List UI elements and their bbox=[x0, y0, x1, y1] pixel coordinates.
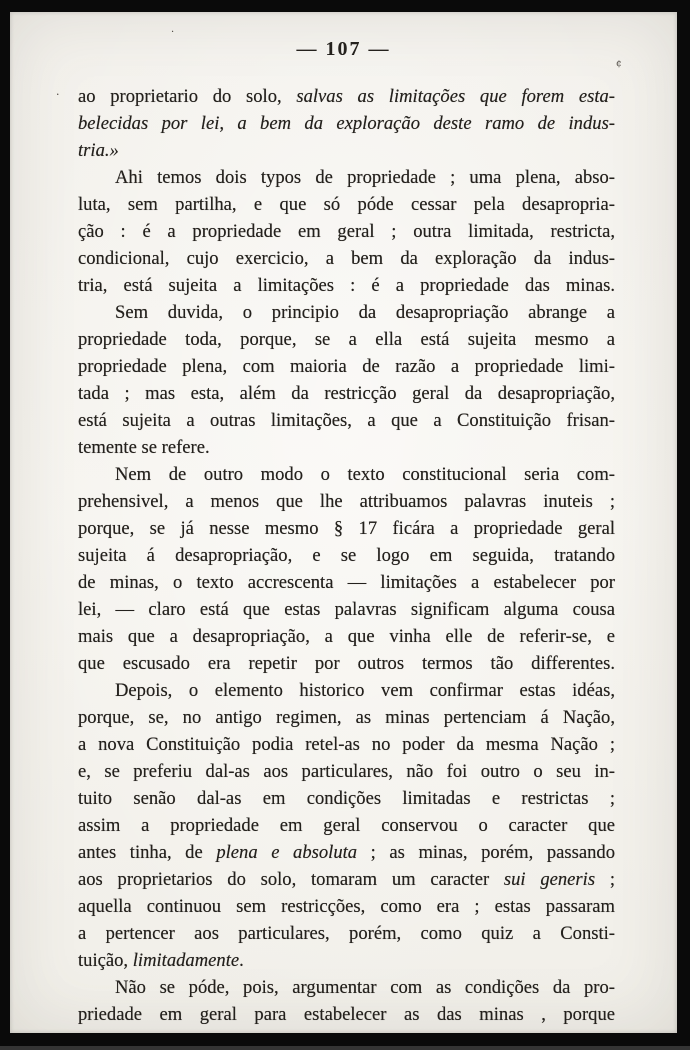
paragraph bbox=[78, 677, 615, 974]
text-line bbox=[78, 461, 615, 488]
text-line bbox=[78, 677, 615, 704]
book-page bbox=[10, 12, 677, 1033]
text-segment: a pertencer aos particulares, porém, como quiz a Consti- bbox=[78, 923, 615, 944]
text-line bbox=[78, 218, 615, 245]
text-line bbox=[78, 596, 615, 623]
text-segment: lei, — claro está que estas palavras significam alguma cousa bbox=[78, 599, 615, 620]
text-line bbox=[78, 650, 615, 677]
text-line bbox=[78, 812, 615, 839]
text-line bbox=[78, 731, 615, 758]
text-segment: Nem de outro modo o texto constitucional seria com- bbox=[115, 464, 615, 485]
text-line bbox=[78, 947, 615, 974]
text-segment: Não se póde, pois, argumentar com as condições da pro- bbox=[115, 977, 615, 998]
text-segment: priedade em geral para estabelecer as das minas , porque bbox=[78, 1004, 615, 1025]
text-line bbox=[78, 623, 615, 650]
text-segment: assim a propriedade em geral conservou o caracter que bbox=[78, 815, 615, 836]
text-line bbox=[78, 515, 615, 542]
text-segment: temente se refere. bbox=[78, 437, 210, 458]
text-line bbox=[78, 542, 615, 569]
text-segment: prehensivel, a menos que lhe attribuamos palavras inuteis ; bbox=[78, 491, 615, 512]
text-segment: que escusado era repetir por outros termos tão differentes. bbox=[78, 653, 615, 674]
paragraph bbox=[78, 164, 615, 299]
text-segment: luta, sem partilha, e que só póde cessar pela desapropria- bbox=[78, 194, 615, 215]
text-line bbox=[78, 839, 615, 866]
text-segment: mais que a desapropriação, a que vinha elle de referir-se, e bbox=[78, 626, 615, 647]
text-line bbox=[78, 326, 615, 353]
text-line bbox=[78, 488, 615, 515]
text-line bbox=[78, 785, 615, 812]
italic-text-segment: salvas as limitações que forem esta- bbox=[296, 86, 615, 107]
text-segment: a nova Constituição podia retel-as no poder da mesma Nação ; bbox=[78, 734, 615, 755]
text-segment: está sujeita a outras limitações, a que a Constituição frisan- bbox=[78, 410, 615, 431]
page-number: — 107 — bbox=[296, 38, 391, 60]
paragraph bbox=[78, 461, 615, 677]
text-segment: . bbox=[239, 950, 244, 971]
italic-text-segment: tria.» bbox=[78, 140, 119, 161]
text-segment: ao proprietario do solo, bbox=[78, 86, 297, 107]
text-line bbox=[78, 110, 615, 137]
text-line bbox=[78, 245, 615, 272]
text-line bbox=[78, 758, 615, 785]
text-segment: porque, se, no antigo regimen, as minas pertenciam á Nação, bbox=[78, 707, 615, 728]
text-segment: propriedade plena, com maioria de razão a propriedade limi- bbox=[78, 356, 615, 377]
text-segment: tada ; mas esta, além da restricção geral da desapropriação, bbox=[78, 383, 615, 404]
text-line bbox=[78, 83, 615, 110]
paragraph bbox=[78, 299, 615, 461]
text-line bbox=[78, 353, 615, 380]
text-segment: aquella continuou sem restricções, como era ; estas passaram bbox=[78, 896, 615, 917]
text-line bbox=[78, 434, 615, 461]
text-line bbox=[78, 920, 615, 947]
text-segment: condicional, cujo exercicio, a bem da exploração da indus- bbox=[78, 248, 615, 269]
text-segment: tuito senão dal-as em condições limitadas e restrictas ; bbox=[78, 788, 615, 809]
text-segment: aos proprietarios do solo, tomaram um caracter bbox=[78, 869, 504, 890]
italic-text-segment: limitadamente bbox=[132, 950, 240, 971]
paragraph bbox=[78, 83, 615, 164]
text-line bbox=[78, 407, 615, 434]
text-segment: Ahi temos dois typos de propriedade ; uma plena, abso- bbox=[115, 167, 615, 188]
text-line bbox=[78, 137, 615, 164]
text-line bbox=[78, 1001, 615, 1028]
paragraph bbox=[78, 974, 615, 1028]
text-segment: ção : é a propriedade em geral ; outra limitada, restricta, bbox=[78, 221, 615, 242]
text-segment: porque, se já nesse mesmo § 17 ficára a propriedade geral bbox=[78, 518, 615, 539]
italic-text-segment: belecidas por lei, a bem da exploração deste ramo de indus- bbox=[78, 113, 615, 134]
text-line bbox=[78, 380, 615, 407]
text-segment: tria, está sujeita a limitações : é a propriedade das minas. bbox=[78, 275, 615, 296]
scan-frame-bottom-strip bbox=[0, 1046, 690, 1050]
text-segment: e, se preferiu dal-as aos particulares, não foi outro o seu in- bbox=[78, 761, 615, 782]
text-segment: sujeita á desapropriação, e se logo em seguida, tratando bbox=[78, 545, 615, 566]
ink-speck: · bbox=[56, 88, 60, 101]
text-line bbox=[78, 866, 615, 893]
text-segment: ; as minas, porém, passando bbox=[357, 842, 615, 863]
text-segment: tuição, bbox=[78, 950, 133, 971]
italic-text-segment: sui generis bbox=[503, 869, 596, 890]
text-segment: propriedade toda, porque, se a ella está sujeita mesmo a bbox=[78, 329, 615, 350]
text-line bbox=[78, 569, 615, 596]
text-line bbox=[78, 704, 615, 731]
text-segment: Depois, o elemento historico vem confirmar estas idéas, bbox=[115, 680, 615, 701]
text-line bbox=[78, 164, 615, 191]
italic-text-segment: plena e absoluta bbox=[216, 842, 358, 863]
page-text bbox=[78, 83, 615, 1028]
text-line bbox=[78, 272, 615, 299]
text-segment: antes tinha, de bbox=[78, 842, 217, 863]
text-line bbox=[78, 191, 615, 218]
ink-speck: · bbox=[171, 27, 175, 38]
text-line bbox=[78, 974, 615, 1001]
ink-speck: ¢ bbox=[616, 59, 622, 69]
text-segment: de minas, o texto accrescenta — limitações a estabelecer por bbox=[78, 572, 615, 593]
text-line bbox=[78, 299, 615, 326]
text-line bbox=[78, 893, 615, 920]
text-segment: Sem duvida, o principio da desapropriação abrange a bbox=[115, 302, 615, 323]
text-segment: ; bbox=[595, 869, 615, 890]
